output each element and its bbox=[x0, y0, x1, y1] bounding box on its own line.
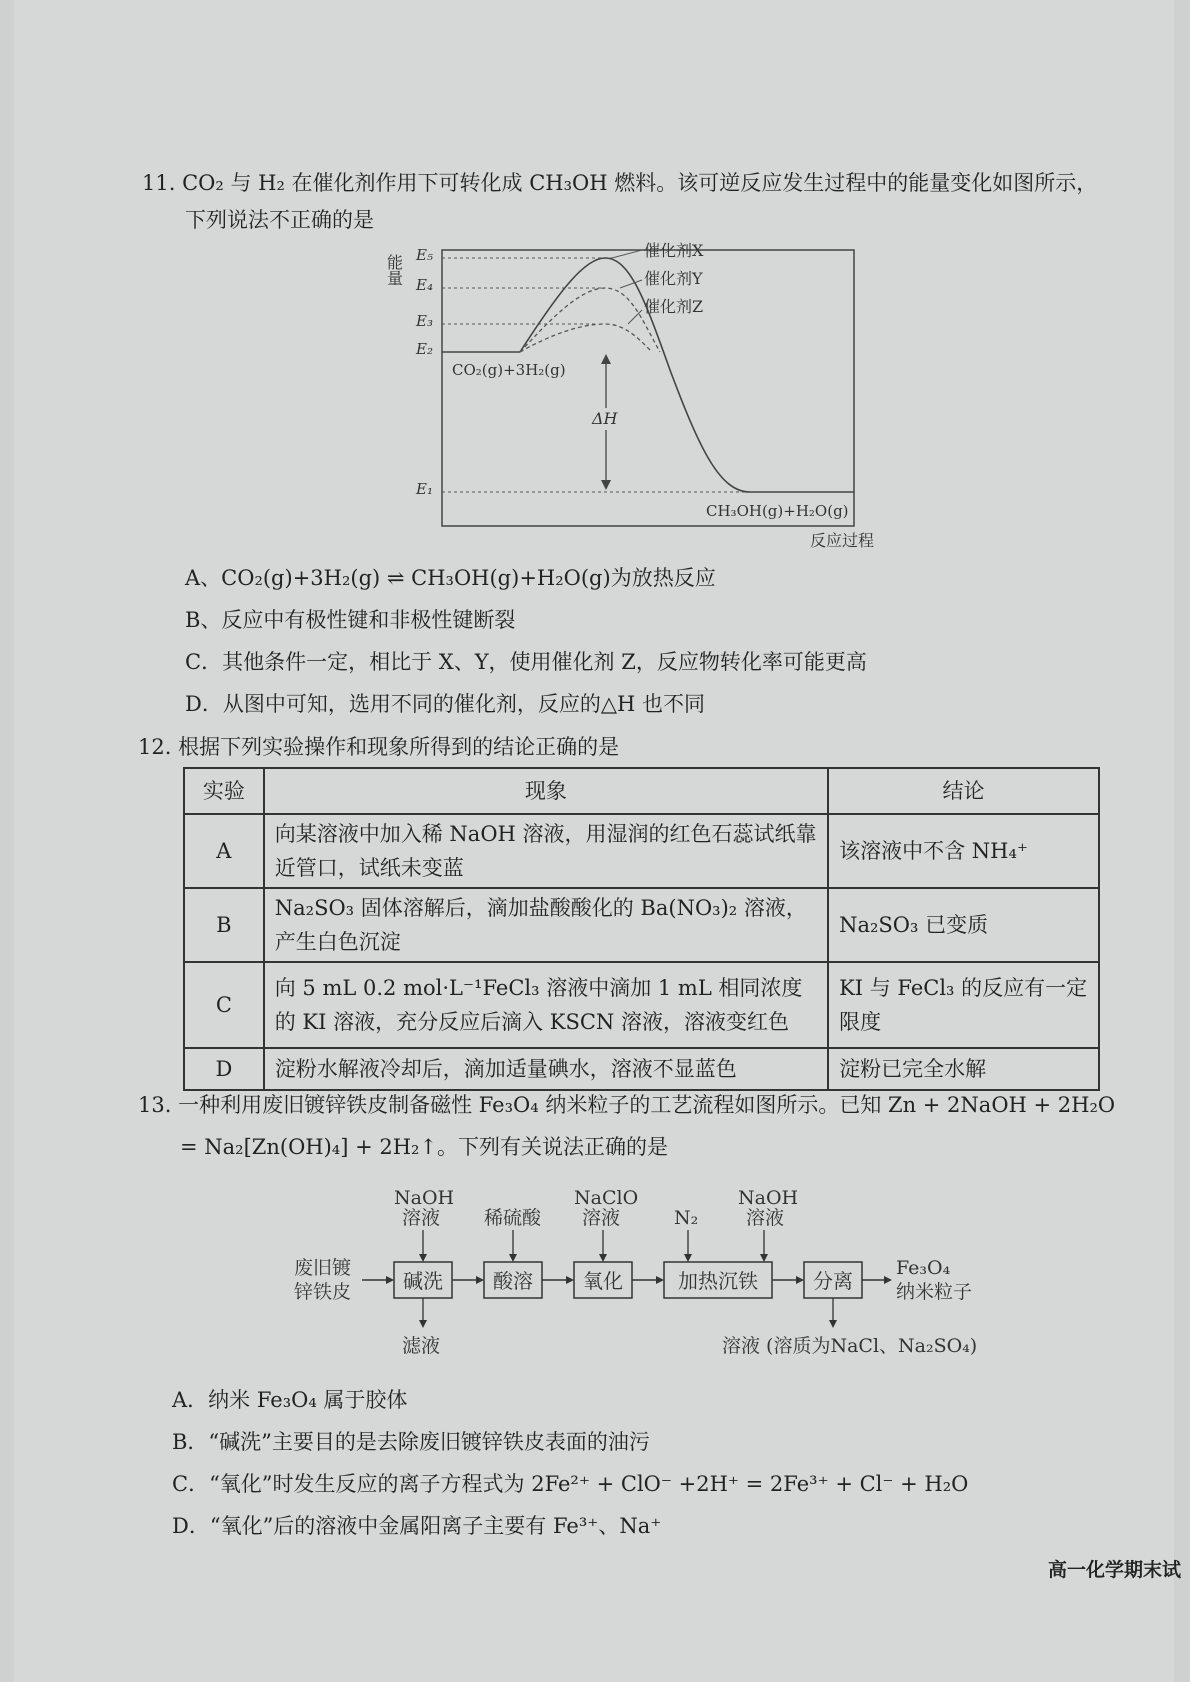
step-acid-dissolve: 酸溶 bbox=[493, 1269, 533, 1293]
q13-option-b: B．“碱洗”主要目的是去除废旧镀锌铁皮表面的油污 bbox=[172, 1430, 650, 1454]
step-alkali-wash: 碱洗 bbox=[403, 1269, 443, 1293]
table-row bbox=[184, 814, 1099, 888]
reagent-naoh-1-line2: 溶液 bbox=[402, 1207, 441, 1229]
page-footer: 高一化学期末试 bbox=[1048, 1559, 1182, 1581]
energy-diagram bbox=[380, 240, 900, 560]
row-id: A bbox=[184, 814, 264, 888]
q13-option-a: A．纳米 Fe₃O₄ 属于胶体 bbox=[172, 1388, 408, 1412]
q13-option-d: D．“氧化”后的溶液中金属阳离子主要有 Fe³⁺、Na⁺ bbox=[172, 1514, 662, 1538]
flow-solution: 溶液 (溶质为NaCl、Na₂SO₄) bbox=[722, 1335, 978, 1357]
row-phenomenon: 向 5 mL 0.2 mol·L⁻¹FeCl₃ 溶液中滴加 1 mL 相同浓度的 KI 溶液，充分反应后滴入 KSCN 溶液，溶液变红色 bbox=[264, 962, 828, 1048]
q11-stem-line2: 下列说法不正确的是 bbox=[185, 208, 374, 232]
q11-option-c: C．其他条件一定，相比于 X、Y，使用催化剂 Z，反应物转化率可能更高 bbox=[185, 650, 867, 674]
reaction-progress-label: 反应过程 bbox=[810, 531, 875, 550]
row-phenomenon: 淀粉水解液冷却后，滴加适量碘水，溶液不显蓝色 bbox=[264, 1048, 828, 1090]
reagent-naoh-1-line1: NaOH bbox=[394, 1187, 455, 1209]
reagent-naclo-line2: 溶液 bbox=[582, 1207, 621, 1229]
flow-product-line1: Fe₃O₄ bbox=[896, 1257, 951, 1279]
row-id: D bbox=[184, 1048, 264, 1090]
row-conclusion: 淀粉已完全水解 bbox=[828, 1048, 1099, 1090]
products-label: CH₃OH(g)+H₂O(g) bbox=[706, 502, 849, 520]
q12-stem: 12. 根据下列实验操作和现象所得到的结论正确的是 bbox=[138, 735, 620, 759]
row-conclusion: KI 与 FeCl₃ 的反应有一定限度 bbox=[828, 962, 1099, 1048]
level-e4: E₄ bbox=[416, 276, 433, 294]
header-conclusion: 结论 bbox=[828, 768, 1099, 814]
row-phenomenon: Na₂SO₃ 固体溶解后，滴加盐酸酸化的 Ba(NO₃)₂ 溶液，产生白色沉淀 bbox=[264, 888, 828, 962]
q11-stem-line1: 11. CO₂ 与 H₂ 在催化剂作用下可转化成 CH₃OH 燃料。该可逆反应发生过程中的能量变化如图所示， bbox=[142, 171, 1098, 195]
q13-stem-line2: = Na₂[Zn(OH)₄] + 2H₂↑。下列有关说法正确的是 bbox=[180, 1135, 669, 1159]
flow-product-line2: 纳米粒子 bbox=[896, 1281, 973, 1303]
level-e1: E₁ bbox=[416, 480, 433, 498]
catalyst-x-label: 催化剂X bbox=[644, 241, 704, 260]
reagent-n2: N₂ bbox=[674, 1207, 699, 1229]
flow-input-line1: 废旧镀 bbox=[294, 1257, 352, 1279]
q11-option-a: A、CO₂(g)+3H₂(g) ⇌ CH₃OH(g)+H₂O(g)为放热反应 bbox=[185, 566, 716, 590]
delta-h-label: ΔH bbox=[592, 409, 618, 428]
q11-option-d: D．从图中可知，选用不同的催化剂，反应的△H 也不同 bbox=[185, 692, 705, 716]
reagent-naoh-2-line1: NaOH bbox=[738, 1187, 799, 1209]
table-row bbox=[184, 962, 1099, 1048]
table-header-row bbox=[184, 768, 1099, 814]
reagent-naoh-2-line2: 溶液 bbox=[746, 1207, 785, 1229]
table-row bbox=[184, 888, 1099, 962]
catalyst-y-label: 催化剂Y bbox=[644, 269, 703, 288]
flow-filtrate: 滤液 bbox=[402, 1335, 441, 1357]
step-oxidation: 氧化 bbox=[583, 1269, 623, 1293]
q11-option-b: B、反应中有极性键和非极性键断裂 bbox=[185, 608, 516, 632]
experiment-table bbox=[183, 767, 1100, 1091]
row-phenomenon: 向某溶液中加入稀 NaOH 溶液，用湿润的红色石蕊试纸靠近管口，试纸未变蓝 bbox=[264, 814, 828, 888]
level-e2: E₂ bbox=[416, 340, 433, 358]
level-e5: E₅ bbox=[416, 246, 433, 264]
q13-option-c: C．“氧化”时发生反应的离子方程式为 2Fe²⁺ + ClO⁻ +2H⁺ = 2Fe³⁺ + Cl⁻ + H₂O bbox=[172, 1472, 969, 1496]
row-id: B bbox=[184, 888, 264, 962]
header-experiment: 实验 bbox=[184, 768, 264, 814]
q13-stem-line1: 13. 一种利用废旧镀锌铁皮制备磁性 Fe₃O₄ 纳米粒子的工艺流程如图所示。已知 Zn + 2NaOH + 2H₂O bbox=[138, 1093, 1116, 1117]
reagent-naclo-line1: NaClO bbox=[574, 1187, 639, 1209]
level-e3: E₃ bbox=[416, 312, 433, 330]
catalyst-z-label: 催化剂Z bbox=[644, 297, 704, 316]
flow-input-line2: 锌铁皮 bbox=[294, 1281, 352, 1303]
reagent-dilute-sulfuric-acid: 稀硫酸 bbox=[484, 1207, 542, 1229]
header-phenomenon: 现象 bbox=[264, 768, 828, 814]
row-conclusion: 该溶液中不含 NH₄⁺ bbox=[828, 814, 1099, 888]
reactants-label: CO₂(g)+3H₂(g) bbox=[452, 361, 566, 379]
step-separation: 分离 bbox=[813, 1269, 853, 1293]
step-heat-precipitate: 加热沉铁 bbox=[678, 1269, 758, 1293]
row-id: C bbox=[184, 962, 264, 1048]
energy-axis-label: 能量 bbox=[384, 254, 404, 286]
process-flow-diagram bbox=[290, 1184, 1010, 1364]
row-conclusion: Na₂SO₃ 已变质 bbox=[828, 888, 1099, 962]
table-row bbox=[184, 1048, 1099, 1090]
